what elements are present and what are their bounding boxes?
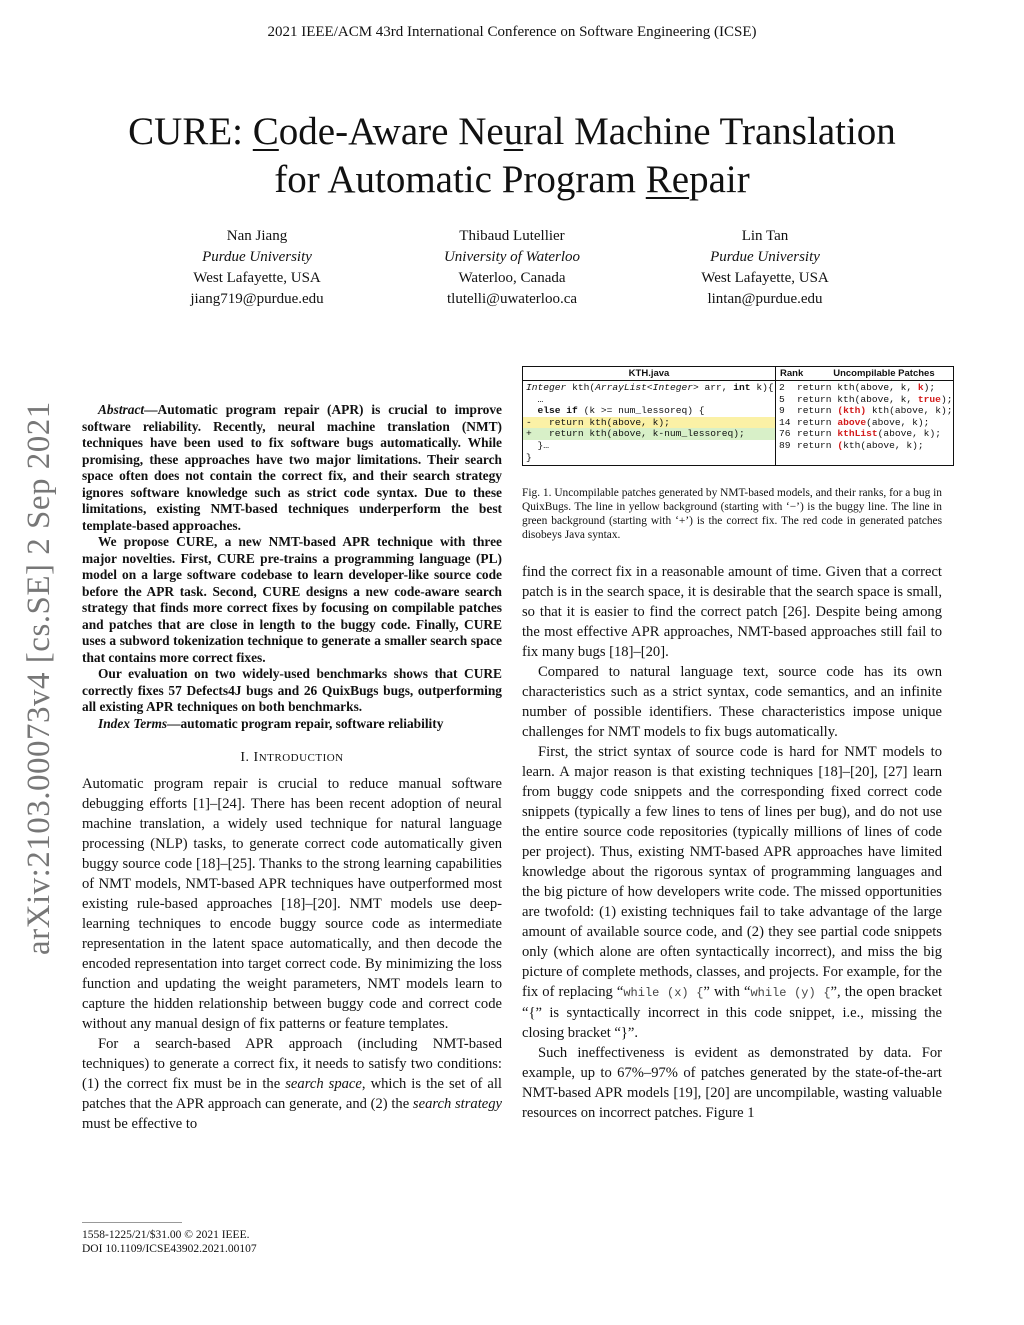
abstract <box>82 402 502 732</box>
index-terms: —automatic program repair, software reliability <box>167 715 444 731</box>
author-block <box>645 226 885 310</box>
patch-row: 14 return above(above, k); <box>779 416 930 428</box>
figure-divider <box>775 367 776 465</box>
index-terms-label: Index Terms <box>98 715 168 731</box>
author-affiliation: University of Waterloo <box>443 249 581 265</box>
figure-1 <box>522 366 954 466</box>
footnote-rule <box>82 1222 182 1223</box>
patch-row: 9 return (kth) kth(above, k); <box>779 405 953 417</box>
code-snippet <box>523 382 775 463</box>
code-line: Integer kth(ArrayList<Integer> arr, int k){ <box>526 382 774 393</box>
author-email: jiang719@purdue.edu <box>190 291 324 307</box>
author-affiliation: Purdue University <box>202 249 312 265</box>
patch-row: 76 return kthList(above, k); <box>779 428 941 440</box>
author-email: lintan@purdue.edu <box>707 291 823 307</box>
body-paragraph: Automatic program repair is crucial to reduce manual software debugging efforts [1]–[24]. There has been recent adoption of neural machine translation, a widely used technique for natural language processing (NLP) tasks, to generate correct code automatically given buggy source code [18]–[25]. Thanks to the strong learning capabilities of NMT models, NMT-based APR techniques have outperformed most existing rule-based approaches [18]–[20]. NMT models use deep-learning techniques to encode buggy source code as intermediate representation in the latent space automatically, and then decode the encoded representation into target correct code. By minimizing the loss function and updating the weight parameters, NMT models learn to capture the hidden relationship between buggy code and correct code without any manual design of fix patterns or feature templates. <box>82 776 502 1032</box>
conference-header: 2021 IEEE/ACM 43rd International Conference on Software Engineering (ICSE) <box>267 24 757 40</box>
author-email: tlutelli@uwaterloo.ca <box>446 291 578 307</box>
author-name: Lin Tan <box>741 228 789 244</box>
section-heading: I. INTRODUCTION <box>240 750 344 765</box>
author-name: Nan Jiang <box>226 228 288 244</box>
copyright-footer <box>82 1228 257 1256</box>
author-name: Thibaud Lutellier <box>459 228 565 244</box>
copyright-line: 1558-1225/21/$31.00 © 2021 IEEE. <box>82 1229 250 1241</box>
code-line: } <box>526 451 532 463</box>
abstract-paragraph: Our evaluation on two widely-used benchmarks shows that CURE correctly fixes 57 Defects4J bugs and 26 QuixBugs bugs, outperforming all existing APR techniques on both benchmarks. <box>82 666 502 714</box>
abstract-paragraph: We propose CURE, a new NMT-based APR technique with three major novelties. First, CURE pre-trains a programming language (PL) model on a large software codebase to learn developer-like source code before the APR task. Second, CURE designs a new code-aware search strategy that finds more correct fixes by focusing on compilable patches and patches that are close in length to the buggy code. Finally, CURE uses a subword tokenization technique to generate a smaller search space that contains more correct fixes. <box>82 534 502 665</box>
intro-text <box>82 774 502 1134</box>
fixed-line: + return kth(above, k-num_lessoreq); <box>523 428 775 440</box>
body-paragraph: Such ineffectiveness is evident as demonstrated by data. For example, up to 67%–97% of patches generated by the state-of-the-art NMT-based APR models [19], [20] are uncompilable, wasting valuable resources on incorrect patches. Figure 1 <box>522 1045 942 1121</box>
figure-caption: Fig. 1. Uncompilable patches generated by NMT-based models, and their ranks, for a bug in QuixBugs. The line in yellow background (starting with ‘−’) is the buggy line. The line in green background (starting with ‘+’) is the correct fix. The red code in generated patches disobeys Java syntax. <box>522 487 942 541</box>
buggy-line: - return kth(above, k); <box>523 417 775 429</box>
patch-list <box>779 382 953 452</box>
arxiv-identifier: arXiv:2103.00073v4 [cs.SE] 2 Sep 2021 <box>21 401 57 955</box>
abstract-label: Abstract <box>98 402 145 417</box>
patch-row: 5 return kth(above, k, true); <box>779 393 953 405</box>
abstract-paragraph: —Automatic program repair (APR) is crucial to improve software reliability. Recently, neural machine translation (NMT) techniques have been used to fix software bugs automatically. While promising, these approaches have two major limitations. Their search space often does not contain the correct fix, and their search strategy ignores software knowledge such as strict code syntax. Due to these limitations, existing NMT-based techniques underperform the best template-based approaches. <box>82 402 502 533</box>
right-column <box>522 562 942 1123</box>
body-paragraph: find the correct fix in a reasonable amount of time. Given that a correct patch is in the search space, it is desirable that the search space is small, so that it is easier to find the correct patch [26]. Despite being among the most effective APR approaches, NMT-based approaches still fail to fix many bugs [18]–[20]. <box>522 564 942 660</box>
patch-row: 2 return kth(above, k, k); <box>779 382 936 393</box>
body-paragraph: For a search-based APR approach (including NMT-based techniques) to generate a correct fix, it needs to satisfy two conditions: (1) the correct fix must be in the search space, which is the set of all patches that the APR approach can generate, and (2) the search strategy must be effective to <box>82 1036 503 1132</box>
author-location: West Lafayette, USA <box>193 270 321 286</box>
figure-code-header: KTH.java <box>523 367 775 381</box>
paper-title: CURE: Code-Aware Neural Machine Translation for Automatic Program Repair <box>128 110 896 201</box>
body-paragraph: First, the strict syntax of source code is hard for NMT models to learn. A major reason is that existing techniques [18]–[20], [27] learn from buggy code snippets and the corresponding fixed correct code snippets (typically a few lines to tens of lines per bug), and do not use the entire source code repositories (typically millions of lines of code per project). Thus, existing NMT-based APR approaches have limited knowledge about the rigorous syntax of programming languages and the big picture of how developers write code. The missed opportunities are twofold: (1) existing techniques fail to take advantage of the large amount of available source code, and (2) they see partial code snippets only (which alone are often syntactically incorrect), and miss the big picture of complete methods, classes, and projects. For example, for the fix of replacing “while (x) {” with “while (y) {”, the open bracket “{” is syntactically incorrect in this code snippet, i.e., missing the closing bracket “}”. <box>522 744 943 1041</box>
body-paragraph: Compared to natural language text, source code has its own characteristics such as a strict syntax, code semantics, and an infinite number of possible identifiers. These characteristics impose unique challenges for NMT models to fix bugs automatically. <box>522 664 942 740</box>
patch-row: 89 return (kth(above, k); <box>779 439 924 451</box>
author-location: Waterloo, Canada <box>458 270 566 286</box>
author-block <box>392 226 632 310</box>
author-location: West Lafayette, USA <box>701 270 829 286</box>
author-block <box>137 226 377 310</box>
code-line: }… <box>526 439 550 451</box>
left-column <box>82 402 502 1134</box>
doi-line: DOI 10.1109/ICSE43902.2021.00107 <box>82 1243 257 1255</box>
code-line: … <box>526 393 544 405</box>
author-affiliation: Purdue University <box>710 249 820 265</box>
code-line: else if (k >= num_lessoreq) { <box>537 405 705 417</box>
figure-patch-header: Rank Uncompilable Patches <box>776 367 953 381</box>
